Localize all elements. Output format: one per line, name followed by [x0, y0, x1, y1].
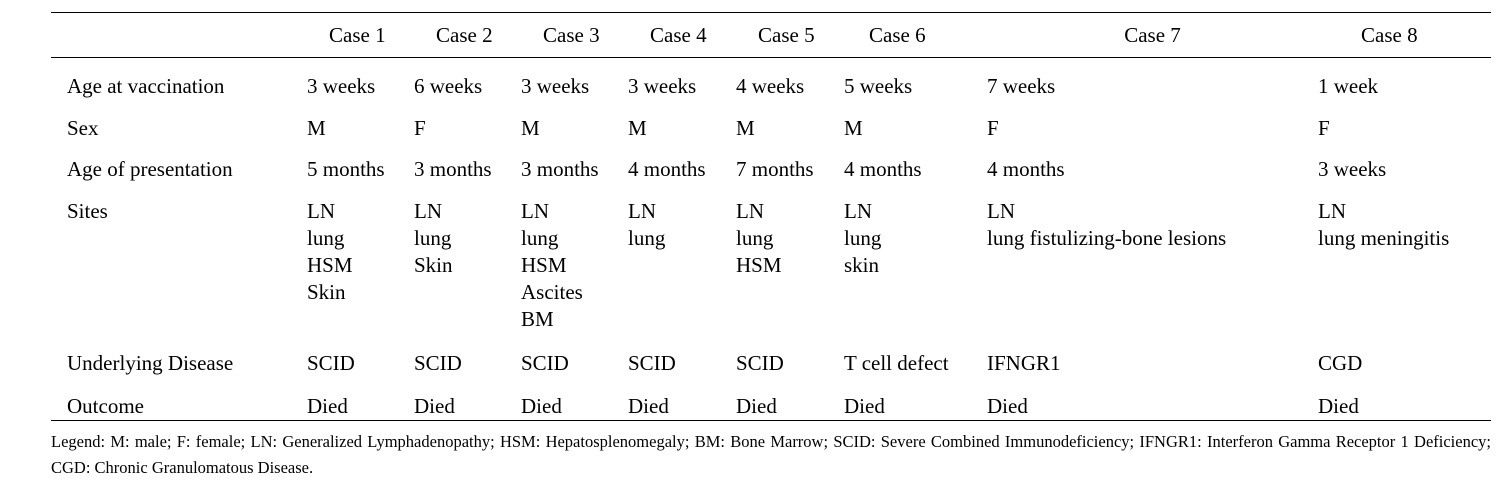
- cell-line: SCID: [736, 351, 784, 375]
- cell-line: SCID: [414, 351, 462, 375]
- row-label: Age at vaccination: [67, 74, 225, 98]
- table-cell: [414, 100, 521, 141]
- header-case-2: Case 2: [436, 23, 493, 47]
- cell-line: LN: [414, 199, 442, 223]
- case-table: [51, 12, 1491, 421]
- cell-line: 4 months: [628, 157, 706, 181]
- table-cell: [1318, 335, 1491, 378]
- table-cell: [307, 378, 414, 420]
- cell-line: LN: [521, 199, 549, 223]
- cell-line: 7 months: [736, 157, 814, 181]
- header-cell-empty: [51, 13, 307, 57]
- table-cell: [628, 58, 736, 100]
- cell-line: F: [414, 116, 426, 140]
- cell-line: 3 weeks: [1318, 157, 1387, 181]
- table-cell: [844, 378, 987, 420]
- cell-line: Died: [844, 394, 885, 418]
- row-label: Sites: [67, 199, 108, 223]
- cell-line: HSM: [736, 253, 782, 277]
- header-case-3: Case 3: [543, 23, 600, 47]
- cell-line: M: [736, 116, 755, 140]
- table-cell: [307, 183, 414, 335]
- cell-line: lung: [736, 226, 774, 250]
- cell-line: lung: [521, 226, 559, 250]
- cell-line: 3 weeks: [628, 74, 697, 98]
- row-label: Underlying Disease: [67, 351, 234, 375]
- cell-line: LN: [307, 199, 335, 223]
- cell-line: F: [1318, 116, 1330, 140]
- table-cell: [521, 100, 628, 141]
- header-case-5: Case 5: [758, 23, 815, 47]
- table-cell: [987, 100, 1318, 141]
- table-cell: [307, 335, 414, 378]
- header-case-4: Case 4: [650, 23, 707, 47]
- table-cell: [414, 335, 521, 378]
- cell-line: T cell defect: [844, 351, 949, 375]
- table-cell: [307, 141, 414, 183]
- table-cell: [844, 141, 987, 183]
- table-cell: [628, 141, 736, 183]
- table-cell: [736, 378, 844, 420]
- cell-line: M: [307, 116, 326, 140]
- cell-line: IFNGR1: [987, 351, 1061, 375]
- cell-line: lung meningitis: [1318, 226, 1450, 250]
- cell-line: Skin: [307, 280, 346, 304]
- cell-line: lung: [628, 226, 666, 250]
- table-cell: [1318, 100, 1491, 141]
- cell-line: lung: [844, 226, 882, 250]
- cell-line: Skin: [414, 253, 453, 277]
- cell-line: Died: [307, 394, 348, 418]
- row-label: Sex: [67, 116, 99, 140]
- cell-line: 3 weeks: [521, 74, 590, 98]
- table-cell: [1318, 183, 1491, 335]
- cell-line: Died: [1318, 394, 1359, 418]
- cell-line: LN: [1318, 199, 1346, 223]
- table-cell: [414, 183, 521, 335]
- table-cell: [628, 378, 736, 420]
- header-case-7: Case 7: [1124, 23, 1181, 47]
- table-cell: [736, 141, 844, 183]
- cell-line: 5 months: [307, 157, 385, 181]
- table-cell: [844, 58, 987, 100]
- cell-line: LN: [844, 199, 872, 223]
- cell-line: SCID: [628, 351, 676, 375]
- table-header-row: [51, 13, 1491, 57]
- table-cell: [628, 100, 736, 141]
- table-cell: [628, 335, 736, 378]
- cell-line: BM: [521, 307, 554, 331]
- table-body: [51, 58, 1491, 420]
- cell-line: 3 months: [521, 157, 599, 181]
- table-cell: [987, 58, 1318, 100]
- header-case-6: Case 6: [869, 23, 926, 47]
- row-label: Age of presentation: [67, 157, 233, 181]
- table-cell: [1318, 58, 1491, 100]
- header-case-1: Case 1: [329, 23, 386, 47]
- cell-line: lung fistulizing-bone lesions: [987, 226, 1227, 250]
- table-cell: [736, 58, 844, 100]
- cell-line: 1 week: [1318, 74, 1379, 98]
- table-cell: [987, 183, 1318, 335]
- table-cell: [987, 335, 1318, 378]
- cell-line: F: [987, 116, 999, 140]
- table-cell: [307, 58, 414, 100]
- cell-line: 3 weeks: [307, 74, 376, 98]
- table-cell: [414, 58, 521, 100]
- table-cell: [628, 183, 736, 335]
- cell-line: M: [521, 116, 540, 140]
- cell-line: 5 weeks: [844, 74, 913, 98]
- table-cell: [736, 183, 844, 335]
- cell-line: HSM: [307, 253, 353, 277]
- cell-line: M: [844, 116, 863, 140]
- cell-line: 7 weeks: [987, 74, 1056, 98]
- cell-line: 4 months: [987, 157, 1065, 181]
- cell-line: SCID: [521, 351, 569, 375]
- table-cell: [521, 335, 628, 378]
- cell-line: M: [628, 116, 647, 140]
- cell-line: SCID: [307, 351, 355, 375]
- cell-line: CGD: [1318, 351, 1363, 375]
- table-cell: [1318, 378, 1491, 420]
- table-cell: [521, 378, 628, 420]
- table-cell: [987, 378, 1318, 420]
- cell-line: 4 weeks: [736, 74, 805, 98]
- header-case-8: Case 8: [1361, 23, 1418, 47]
- cell-line: Died: [987, 394, 1028, 418]
- cell-line: LN: [628, 199, 656, 223]
- cell-line: Died: [414, 394, 455, 418]
- cell-line: Died: [521, 394, 562, 418]
- cell-line: lung: [414, 226, 452, 250]
- cell-line: skin: [844, 253, 880, 277]
- table-legend: Legend: M: male; F: female; LN: Generalized Lymphadenopathy; HSM: Hepatosplenomegaly; BM: Bone Marrow; SCID: Severe Combined Immunodeficiency; IFNGR1: Interferon Gamma Receptor 1 Deficiency; CGD: Chronic Granulomatous Disease.: [51, 432, 1491, 477]
- table-cell: [414, 141, 521, 183]
- table-cell: [844, 183, 987, 335]
- cell-line: HSM: [521, 253, 567, 277]
- cell-line: Died: [628, 394, 669, 418]
- cell-line: 4 months: [844, 157, 922, 181]
- row-label: Outcome: [67, 394, 144, 418]
- table-cell: [414, 378, 521, 420]
- table-cell: [736, 100, 844, 141]
- cell-line: 6 weeks: [414, 74, 483, 98]
- table-cell: [307, 100, 414, 141]
- table-cell: [987, 141, 1318, 183]
- cell-line: 3 months: [414, 157, 492, 181]
- table-cell: [1318, 141, 1491, 183]
- table-cell: [521, 183, 628, 335]
- cell-line: lung: [307, 226, 345, 250]
- table-cell: [521, 58, 628, 100]
- cell-line: LN: [736, 199, 764, 223]
- bottom-rule: [51, 420, 1491, 421]
- table-cell: [736, 335, 844, 378]
- table-cell: [844, 100, 987, 141]
- cell-line: Ascites: [521, 280, 583, 304]
- table-cell: [844, 335, 987, 378]
- cell-line: Died: [736, 394, 777, 418]
- cell-line: LN: [987, 199, 1015, 223]
- table-cell: [521, 141, 628, 183]
